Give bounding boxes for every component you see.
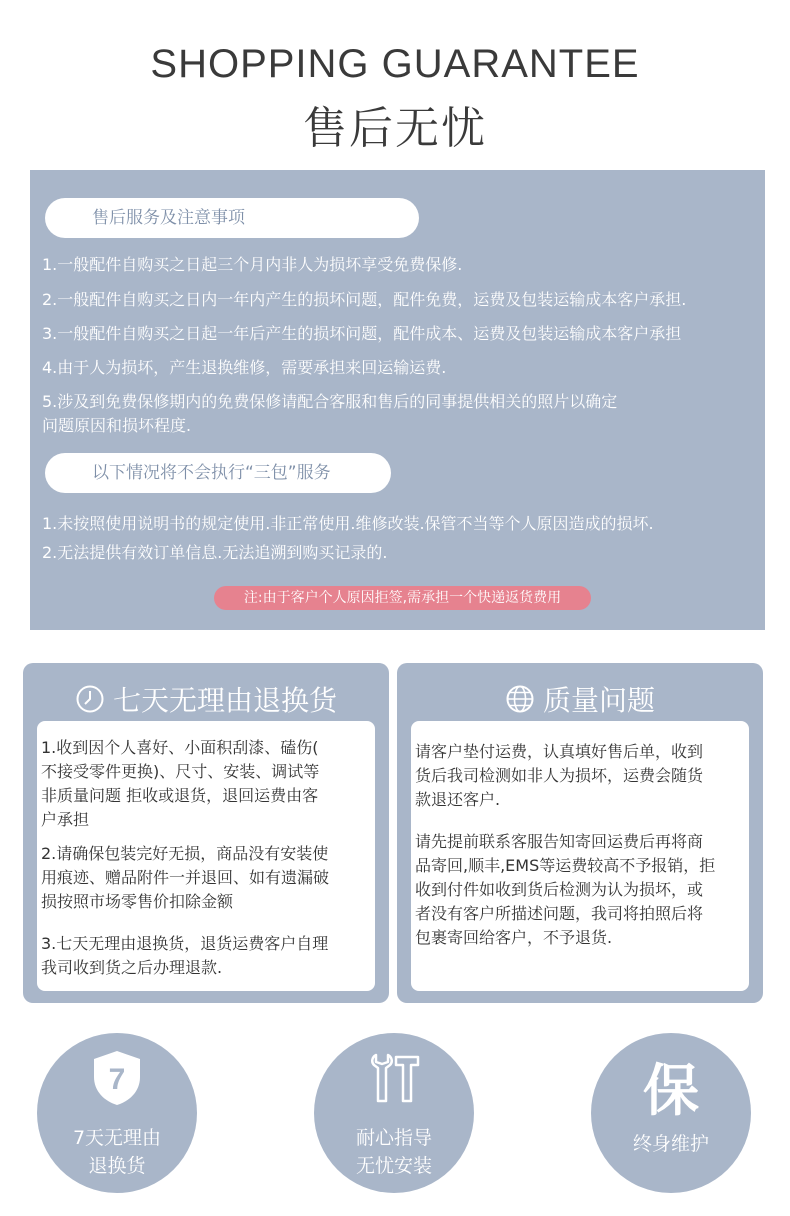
return-line: 2.请确保包装完好无损，商品没有安装使 <box>41 844 329 863</box>
service-item: 5.涉及到免费保修期内的免费保修请配合客服和售后的同事提供相关的照片以确定 <box>42 392 618 411</box>
exclusion-heading: 以下情况将不会执行“三包”服务 <box>92 463 331 483</box>
exclusion-heading-pill <box>45 453 391 493</box>
badge-line: 无忧安装 <box>355 1155 432 1177</box>
badge-line: 7天无理由 <box>72 1127 162 1149</box>
badge-installation-guide <box>314 1033 474 1193</box>
badge-7-day-return <box>37 1033 197 1193</box>
service-item: 1.一般配件自购买之日起三个月内非人为损坏享受免费保修. <box>42 255 463 274</box>
service-heading: 售后服务及注意事项 <box>92 208 245 228</box>
quality-line: 请先提前联系客服告知寄回运费后再将商 <box>415 832 704 851</box>
service-item: 2.一般配件自购买之日内一年内产生的损坏问题，配件免费，运费及包装运输成本客户承担. <box>42 290 687 309</box>
quality-card-body <box>411 721 749 991</box>
globe-icon <box>505 684 535 714</box>
tools-icon <box>366 1051 422 1107</box>
return-card-header <box>23 679 389 719</box>
badge-lifetime-maintenance <box>591 1033 751 1193</box>
shield-7-icon <box>90 1049 144 1107</box>
quality-line: 包裹寄回给客户，不予退货. <box>415 928 613 947</box>
service-item: 4.由于人为损坏，产生退换维修，需要承担来回运输运费. <box>42 358 447 377</box>
quality-line: 货后我司检测如非人为损坏，运费会随货 <box>415 766 704 785</box>
bao-character-icon: 保 <box>643 1059 699 1124</box>
quality-line: 品寄回,顺丰,EMS等运费较高不予报销，拒 <box>415 856 716 875</box>
exclusion-item: 2.无法提供有效订单信息.无法追溯到购买记录的. <box>42 543 388 562</box>
title-english: SHOPPING GUARANTEE <box>150 42 640 86</box>
service-item: 问题原因和损坏程度. <box>42 416 192 435</box>
return-line: 3.七天无理由退换货，退货运费客户自理 <box>41 934 329 953</box>
refusal-note: 注:由于客户个人原因拒签,需承担一个快递返货费用 <box>214 586 591 610</box>
clock-icon <box>75 684 105 714</box>
return-line: 我司收到货之后办理退款. <box>41 958 223 977</box>
return-line: 非质量问题 拒收或退货，退回运费由客 <box>41 786 319 805</box>
quality-card <box>397 663 763 1003</box>
exclusion-item: 1.未按照使用说明书的规定使用.非正常使用.维修改装.保管不当等个人原因造成的损坏. <box>42 514 654 533</box>
quality-line: 请客户垫付运费，认真填好售后单，收到 <box>415 742 704 761</box>
quality-line: 款退还客户. <box>415 790 501 809</box>
service-heading-pill <box>45 198 419 238</box>
return-card <box>23 663 389 1003</box>
return-card-body <box>37 721 375 991</box>
quality-line: 收到付件如收到货后检测为认为损坏，或 <box>415 880 704 899</box>
shield-glyph: 7 <box>108 1063 126 1096</box>
quality-card-header <box>397 679 763 719</box>
badge-line: 退换货 <box>88 1155 146 1177</box>
return-line: 损按照市场零售价扣除金额 <box>41 892 234 911</box>
title-chinese: 售后无忧 <box>303 103 487 154</box>
return-card-title: 七天无理由退换货 <box>112 684 337 717</box>
badge-line: 终身维护 <box>632 1133 709 1155</box>
badge-line: 耐心指导 <box>355 1127 432 1149</box>
return-line: 用痕迹、赠品附件一并退回、如有遗漏破 <box>41 868 330 887</box>
return-line: 户承担 <box>41 810 90 829</box>
quality-line: 者没有客户所描述问题，我司将拍照后将 <box>415 904 704 923</box>
service-item: 3.一般配件自购买之日起一年后产生的损坏问题，配件成本、运费及包装运输成本客户承担 <box>42 324 682 343</box>
quality-card-title: 质量问题 <box>542 684 655 717</box>
return-line: 1.收到因个人喜好、小面积刮漆、磕伤( <box>41 738 319 757</box>
return-line: 不接受零件更换)、尺寸、安装、调试等 <box>41 762 320 781</box>
